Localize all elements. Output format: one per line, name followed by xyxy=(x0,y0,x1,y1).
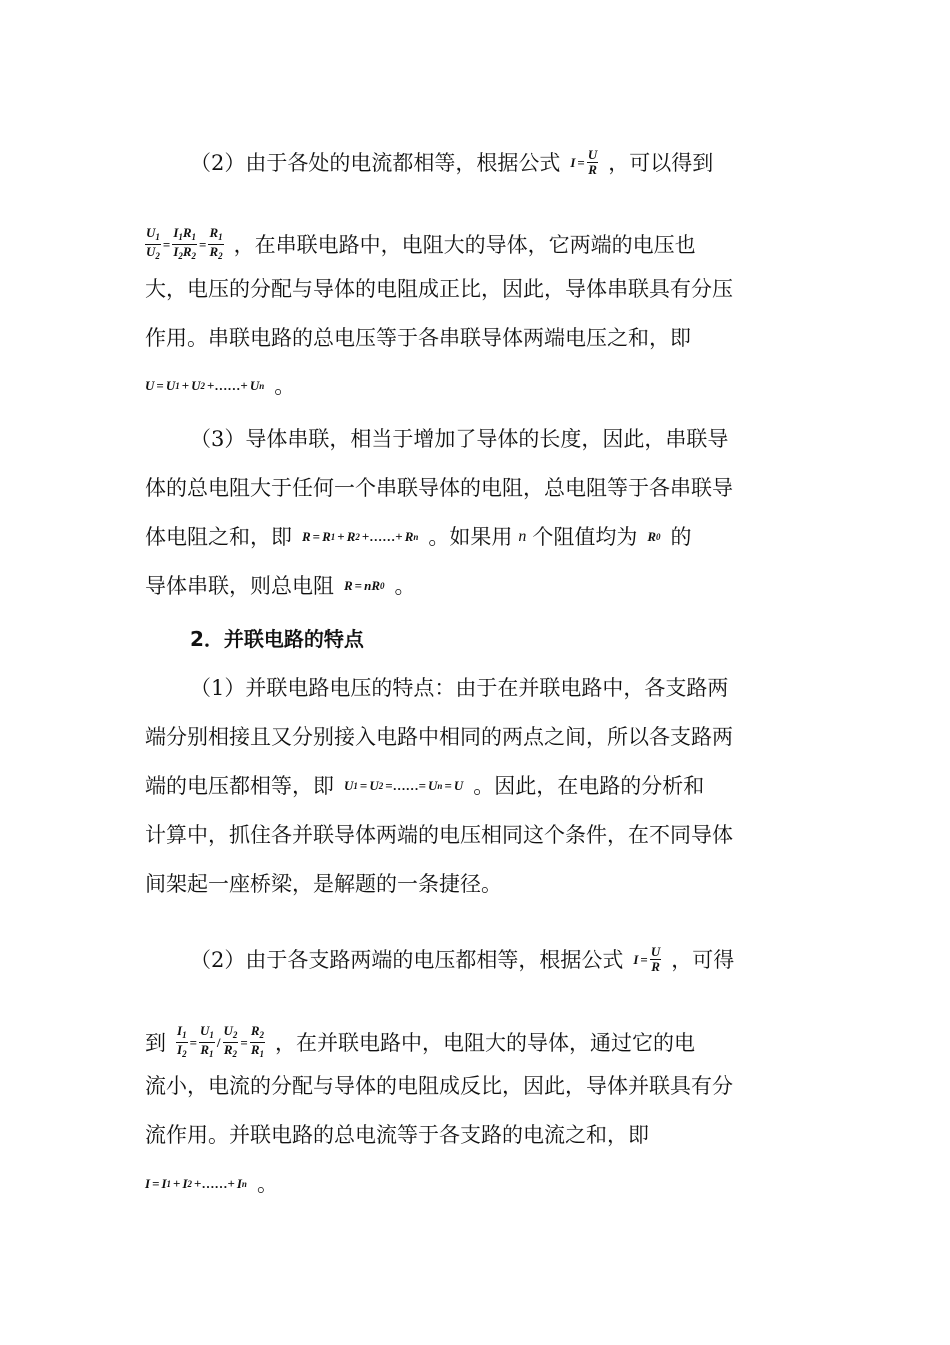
formula-total-voltage: U = U 1 + U 2 +……+ U n xyxy=(145,378,265,393)
formula-ohms-law: I = $\frac{U}{R}$ xyxy=(633,944,661,974)
paragraph-line: 流小，电流的分配与导体的电阻成反比，因此，导体并联具有分 xyxy=(145,1074,733,1098)
formula-voltage-ratio: $\frac{U_1}{U_2}$ = $\frac{I_1R_1}{I_2R_2}$ = $\frac{R_1}{R_2}$ xyxy=(146,225,223,261)
paragraph-line: （3）导体串联，相当于增加了导体的长度，因此，串联导 xyxy=(190,427,729,451)
section-heading: 2．并联电路的特点 xyxy=(190,627,364,651)
paragraph-total-current-line: I = I 1 + I 2 +……+ I n 。 xyxy=(145,1172,278,1196)
paragraph-equal-voltage-line: 端的电压都相等，即 U 1 = U 2 =……= U n = U 。因此，在电路的分析和 xyxy=(145,774,705,798)
formula-total-resistance: R = R 1 + R 2 +……+ R n xyxy=(302,529,419,544)
formula-equal-voltage: U 1 = U 2 =……= U n = U xyxy=(344,778,464,793)
formula-total-current: I = I 1 + I 2 +……+ I n xyxy=(145,1176,247,1191)
paragraph-nr0-line: 导体串联，则总电阻 R = nR 0 。 xyxy=(145,574,416,598)
formula-current-ratio: $\frac{I_1}{I_2}$ = $\frac{U_1}{R_1}$ / $\frac{U_2}{R_2}$ = $\frac{R_2}{R_1}$ xyxy=(177,1023,264,1059)
paragraph-line: 计算中，抓住各并联导体两端的电压相同这个条件，在不同导体 xyxy=(145,823,733,847)
paragraph-series-current-line: （2）由于各处的电流都相等，根据公式 I = $\frac{U}{R}$ ，可以得到 xyxy=(190,147,714,177)
paragraph-total-resistance-line: 体电阻之和，即 R = R 1 + R 2 +……+ R n 。如果用 n 个阻值均为 R 0 的 xyxy=(145,525,692,549)
paragraph-line: （1）并联电路电压的特点：由于在并联电路中，各支路两 xyxy=(190,676,729,700)
paragraph-voltage-ratio-line: $\frac{U_1}{U_2}$ = $\frac{I_1R_1}{I_2R_2}$ = $\frac{R_1}{R_2}$ ，在串联电路中，电阻大的导体，它两端的电压也 xyxy=(146,225,696,261)
paragraph-line: 作用。串联电路的总电压等于各串联导体两端电压之和，即 xyxy=(145,326,691,350)
paragraph-total-voltage-line: U = U 1 + U 2 +……+ U n 。 xyxy=(145,374,296,398)
paragraph-current-ratio-line: 到 $\frac{I_1}{I_2}$ = $\frac{U_1}{R_1}$ / $\frac{U_2}{R_2}$ = $\frac{R_2}{R_1}$ ，在并联电路中，电阻大的导体，通过它的电 xyxy=(145,1023,695,1059)
paragraph-line: 流作用。并联电路的总电流等于各支路的电流之和，即 xyxy=(145,1123,649,1147)
paragraph-parallel-ohms-line: （2）由于各支路两端的电压都相等，根据公式 I = $\frac{U}{R}$ ，可得 xyxy=(190,944,735,974)
paragraph-line: 体的总电阻大于任何一个串联导体的电阻，总电阻等于各串联导 xyxy=(145,476,733,500)
paragraph-line: 大，电压的分配与导体的电阻成正比，因此，导体串联具有分压 xyxy=(145,277,733,301)
formula-ohms-law: I = $\frac{U}{R}$ xyxy=(570,147,598,177)
paragraph-line: 间架起一座桥梁，是解题的一条捷径。 xyxy=(145,872,502,896)
paragraph-line: 端分别相接且又分别接入电路中相同的两点之间，所以各支路两 xyxy=(145,725,733,749)
formula-r0: R 0 xyxy=(647,529,661,544)
formula-r-equals-nr0: R = nR 0 xyxy=(344,578,385,593)
